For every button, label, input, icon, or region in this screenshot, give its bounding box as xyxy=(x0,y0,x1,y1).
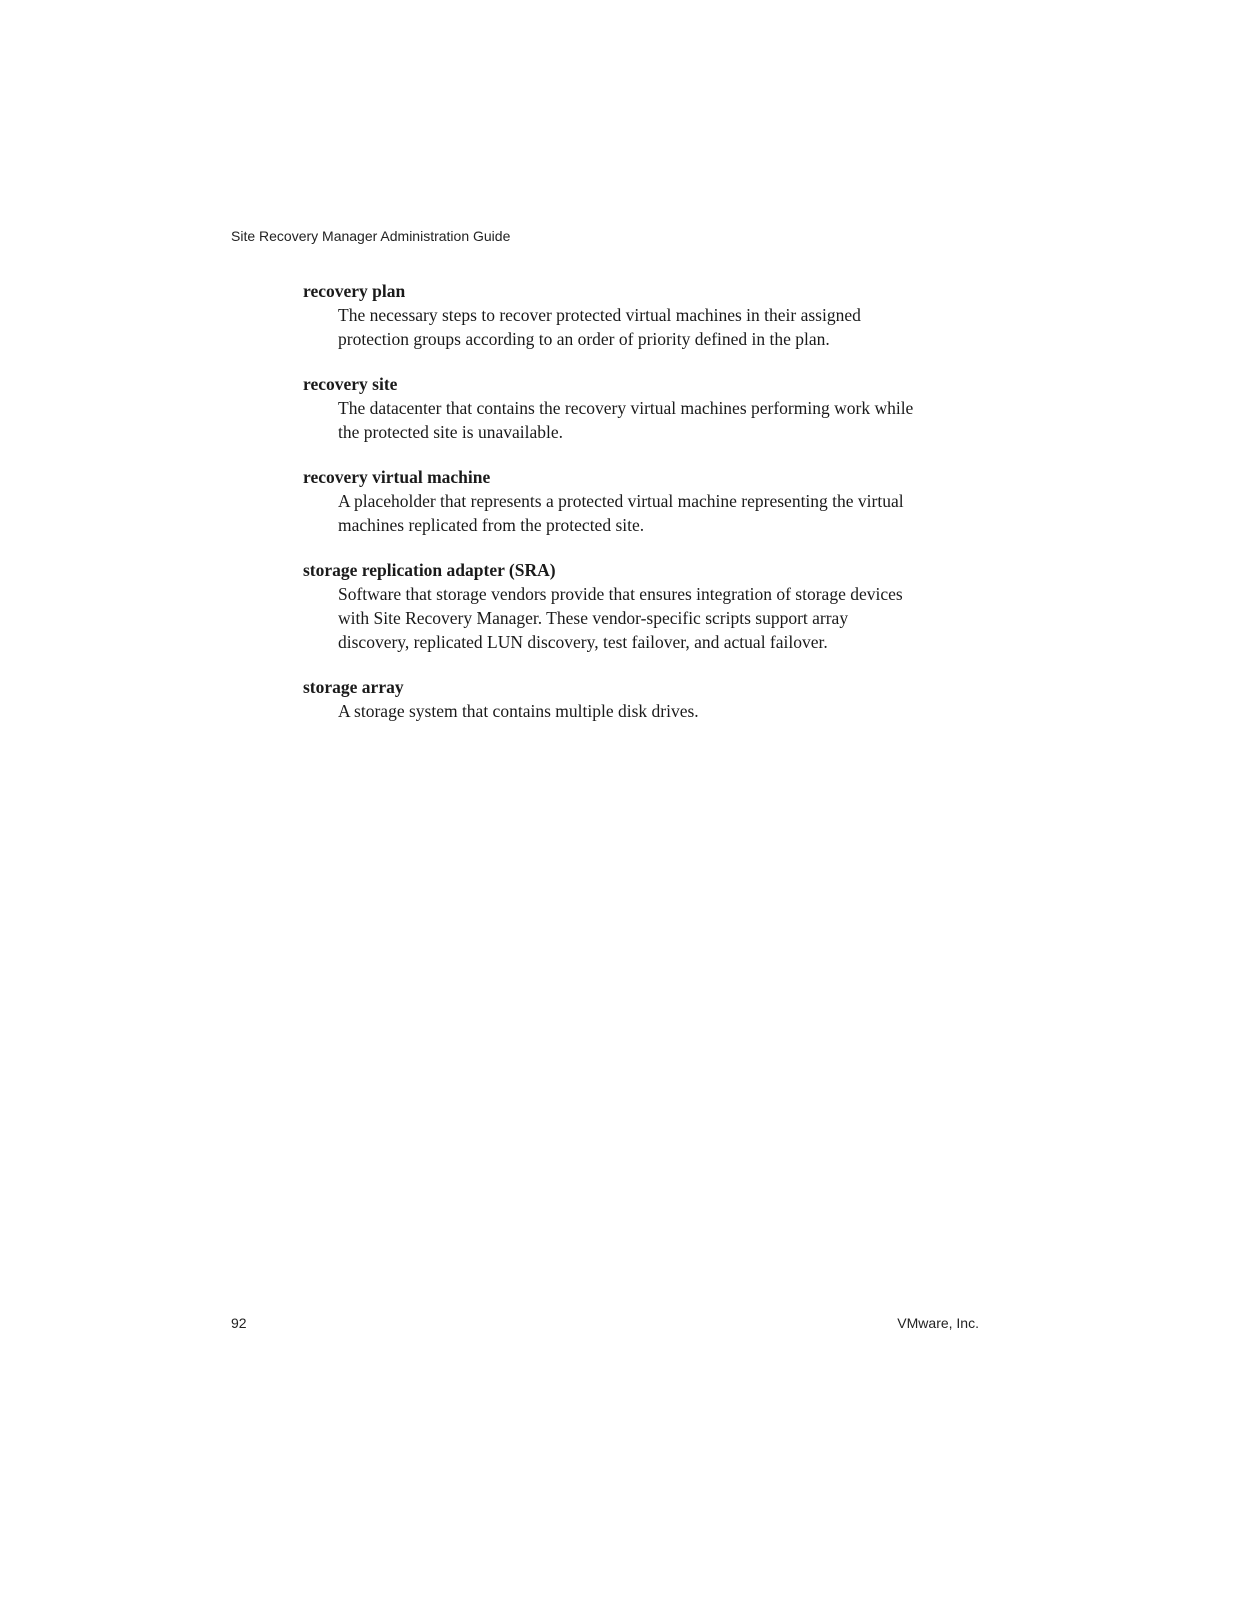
definition-line: protection groups according to an order of priority defined in the plan. xyxy=(338,329,830,349)
glossary-term: storage replication adapter (SRA) xyxy=(303,560,556,580)
glossary-term: recovery site xyxy=(303,374,398,394)
glossary-term: recovery virtual machine xyxy=(303,467,491,487)
glossary-definition xyxy=(303,582,993,654)
definition-line: A storage system that contains multiple disk drives. xyxy=(338,701,699,721)
glossary-entry-storage-replication-adapter xyxy=(303,559,993,654)
glossary-definition xyxy=(303,699,993,723)
footer-company: VMware, Inc. xyxy=(897,1315,979,1331)
glossary xyxy=(303,280,993,745)
glossary-entry-recovery-virtual-machine xyxy=(303,466,993,537)
definition-line: A placeholder that represents a protected virtual machine representing the virtual xyxy=(338,491,904,511)
definition-line: The datacenter that contains the recovery virtual machines performing work while xyxy=(338,398,914,418)
glossary-definition xyxy=(303,489,993,537)
definition-line: machines replicated from the protected site. xyxy=(338,515,645,535)
definition-line: discovery, replicated LUN discovery, test failover, and actual failover. xyxy=(338,632,828,652)
glossary-definition xyxy=(303,396,993,444)
definition-line: with Site Recovery Manager. These vendor-specific scripts support array xyxy=(338,608,849,628)
glossary-definition xyxy=(303,303,993,351)
glossary-entry-storage-array xyxy=(303,676,993,723)
page-number: 92 xyxy=(231,1315,247,1331)
definition-line: the protected site is unavailable. xyxy=(338,422,563,442)
glossary-term: storage array xyxy=(303,677,404,697)
definition-line: The necessary steps to recover protected virtual machines in their assigned xyxy=(338,305,861,325)
glossary-term: recovery plan xyxy=(303,281,406,301)
running-header: Site Recovery Manager Administration Guide xyxy=(231,228,511,244)
glossary-entry-recovery-site xyxy=(303,373,993,444)
definition-line: Software that storage vendors provide that ensures integration of storage devices xyxy=(338,584,903,604)
glossary-entry-recovery-plan xyxy=(303,280,993,351)
